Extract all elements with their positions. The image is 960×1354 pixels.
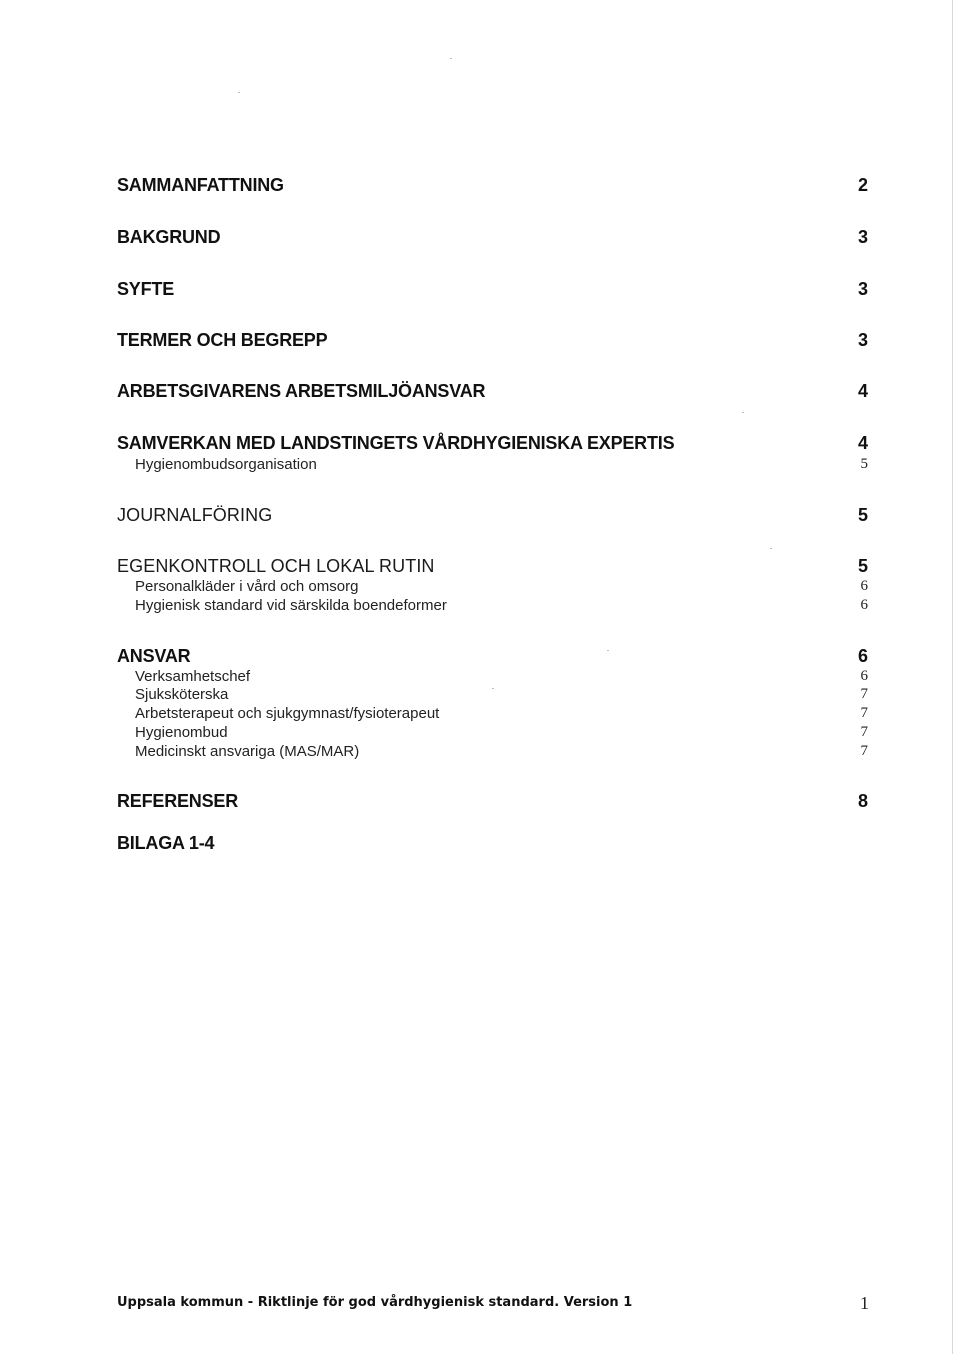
- toc-entry-page: 2: [857, 175, 868, 195]
- toc-subentry-label: Medicinskt ansvariga (MAS/MAR): [135, 743, 360, 760]
- scan-speck: [742, 412, 744, 413]
- toc-entry-label: JOURNALFÖRING: [117, 505, 273, 525]
- footer-page-number: 1: [860, 1293, 869, 1313]
- toc-entry-page: 8: [857, 791, 868, 811]
- scan-speck: [238, 92, 240, 93]
- toc-entry-label: SAMMANFATTNING: [117, 175, 284, 195]
- toc-entry-page: 6: [857, 646, 868, 666]
- toc-entry-page: 3: [857, 279, 868, 299]
- scan-edge-line: [952, 0, 953, 1354]
- toc-entry-page: 4: [857, 381, 868, 401]
- toc-entry-label: ARBETSGIVARENS ARBETSMILJÖANSVAR: [117, 381, 486, 401]
- toc-subentry-page: 6: [860, 578, 868, 594]
- toc-subentry-page: 6: [860, 597, 868, 613]
- toc-entry-label: ANSVAR: [117, 646, 191, 666]
- toc-entry-page: 3: [857, 227, 868, 247]
- toc-entry-label: SAMVERKAN MED LANDSTINGETS VÅRDHYGIENISKA EXPERTIS: [117, 433, 675, 453]
- scan-speck: [607, 650, 609, 651]
- toc-subentry-page: 6: [860, 668, 868, 684]
- toc-entry-page: 5: [857, 505, 868, 525]
- toc-subentry-page: 5: [860, 456, 868, 472]
- toc-entry-label: TERMER OCH BEGREPP: [117, 330, 328, 350]
- toc-subentry-label: Personalkläder i vård och omsorg: [135, 578, 359, 595]
- toc-subentry-label: Hygienisk standard vid särskilda boendeformer: [135, 597, 447, 614]
- toc-subentry-page: 7: [860, 686, 868, 702]
- toc-subentry-label: Hygienombudsorganisation: [135, 456, 317, 473]
- scan-speck: [450, 58, 452, 59]
- toc-subentry-page: 7: [860, 743, 868, 759]
- toc-subentry-page: 7: [860, 724, 868, 740]
- toc-subentry-label: Hygienombud: [135, 724, 228, 741]
- toc-entry-label: BAKGRUND: [117, 227, 221, 247]
- toc-entry-page: 3: [857, 330, 868, 350]
- toc-subentry-label: Arbetsterapeut och sjukgymnast/fysioterapeut: [135, 705, 440, 722]
- page-footer: Uppsala kommun - Riktlinje för god vårdhygienisk standard. Version 1: [117, 1295, 633, 1310]
- scan-speck: [770, 548, 772, 549]
- toc-subentry-page: 7: [860, 705, 868, 721]
- toc-entry-label: REFERENSER: [117, 791, 239, 811]
- scan-speck: [492, 688, 494, 689]
- toc-entry-label: BILAGA 1-4: [117, 833, 215, 853]
- toc-entry-page: 5: [857, 556, 868, 576]
- toc-entry-label: SYFTE: [117, 279, 175, 299]
- toc-subentry-label: Verksamhetschef: [135, 668, 251, 685]
- toc-entry-label: EGENKONTROLL OCH LOKAL RUTIN: [117, 556, 435, 576]
- toc-subentry-label: Sjuksköterska: [135, 686, 229, 703]
- toc-entry-page: 4: [857, 433, 868, 453]
